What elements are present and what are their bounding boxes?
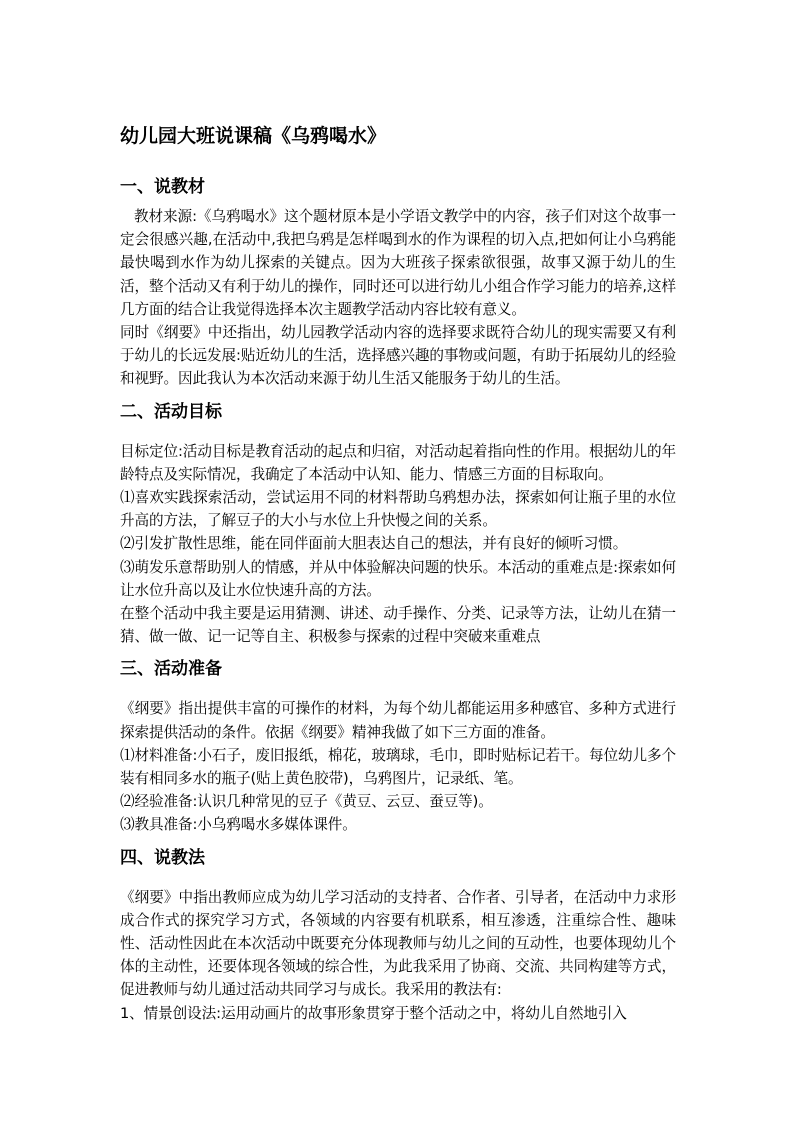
paragraph: ⑶萌发乐意帮助别人的情感，并从中体验解决问题的快乐。本活动的重难点是:探索如何让水位升高以及让水位快速升高的方法。 — [120, 558, 676, 599]
paragraph: ⑴喜欢实践探索活动，尝试运用不同的材料帮助乌鸦想办法，探索如何让瓶子里的水位升高的方法，了解豆子的大小与水位上升快慢之间的关系。 — [120, 489, 676, 530]
paragraph: ⑶教具准备:小乌鸦喝水多媒体课件。 — [120, 816, 357, 834]
paragraph: 教材来源:《乌鸦喝水》这个题材原本是小学语文教学中的内容，孩子们对这个故事一定会很感兴趣,在活动中,我把乌鸦是怎样喝到水的作为课程的切入点,把如何让小乌鸦能最快喝到水作为幼儿探索的关键点。因为大班孩子探索欲很强，故事又源于幼儿的生活，整个活动又有利于幼儿的操作，同时还可以进行幼儿小组合作学习能力的培养,这样几方面的结合让我觉得选择本次主题教学活动内容比较有意义。 — [120, 208, 676, 318]
section-heading: 二、活动目标 — [120, 401, 222, 422]
paragraph: 《纲要》指出提供丰富的可操作的材料，为每个幼儿都能运用多种感官、多种方式进行探索提供活动的条件。依据《纲要》精神我做了如下三方面的准备。 — [120, 700, 676, 741]
document-body — [120, 122, 676, 1033]
section-teaching-material — [120, 174, 676, 391]
document-title: 幼儿园大班说课稿《乌鸦喝水》 — [120, 125, 387, 147]
section-heading: 一、说教材 — [120, 177, 205, 197]
section-teaching-methods — [120, 845, 676, 1025]
paragraph: 1、情景创设法:运用动画片的故事形象贯穿于整个活动之中，将幼儿自然地引入 — [120, 1004, 627, 1022]
paragraph: 《纲要》中指出教师应成为幼儿学习活动的支持者、合作者、引导者，在活动中力求形成合作式的探究学习方式，各领域的内容要有机联系，相互渗透，注重综合性、趣味性、活动性因此在本次活动中既要充分体现教师与幼儿之间的互动性，也要体现幼儿个体的主动性，还要体现各领域的综合性，为此我采用了协商、交流、共同构建等方式，促进教师与幼儿通过活动共同学习与成长。我采用的教法有: — [120, 888, 676, 999]
paragraph: ⑵经验准备:认识几种常见的豆子《黄豆、云豆、蚕豆等)。 — [120, 793, 493, 811]
paragraph: ⑴材料准备:小石子，废旧报纸，棉花，玻璃球，毛巾，即时贴标记若干。每位幼儿多个装有相同多水的瓶子(贴上黄色胶带)，乌鸦图片，记录纸、笔。 — [120, 746, 676, 788]
paragraph: ⑵引发扩散性思维，能在同伴面前大胆表达自己的想法，并有良好的倾听习惯。 — [120, 535, 628, 553]
section-heading: 四、说教法 — [120, 847, 205, 868]
section-heading: 三、活动准备 — [120, 659, 222, 680]
section-activity-preparation — [120, 656, 676, 836]
paragraph: 在整个活动中我主要是运用猜测、讲述、动手操作、分类、记录等方法，让幼儿在猜一猜、做一做、记一记等自主、积极参与探索的过程中突破来重难点 — [120, 605, 676, 646]
section-activity-goals — [120, 399, 676, 649]
paragraph: 同时《纲要》中还指出，幼儿园教学活动内容的选择要求既符合幼儿的现实需要又有利于幼儿的长远发展:贴近幼儿的生活，选择感兴趣的事物或问题，有助于拓展幼儿的经验和视野。因此我认为本次活动来源于幼儿生活又能服务于幼儿的生活。 — [120, 324, 676, 388]
paragraph: 目标定位:活动目标是教育活动的起点和归宿，对活动起着指向性的作用。根据幼儿的年龄特点及实际情况，我确定了本活动中认知、能力、情感三方面的目标取向。 — [120, 442, 676, 483]
